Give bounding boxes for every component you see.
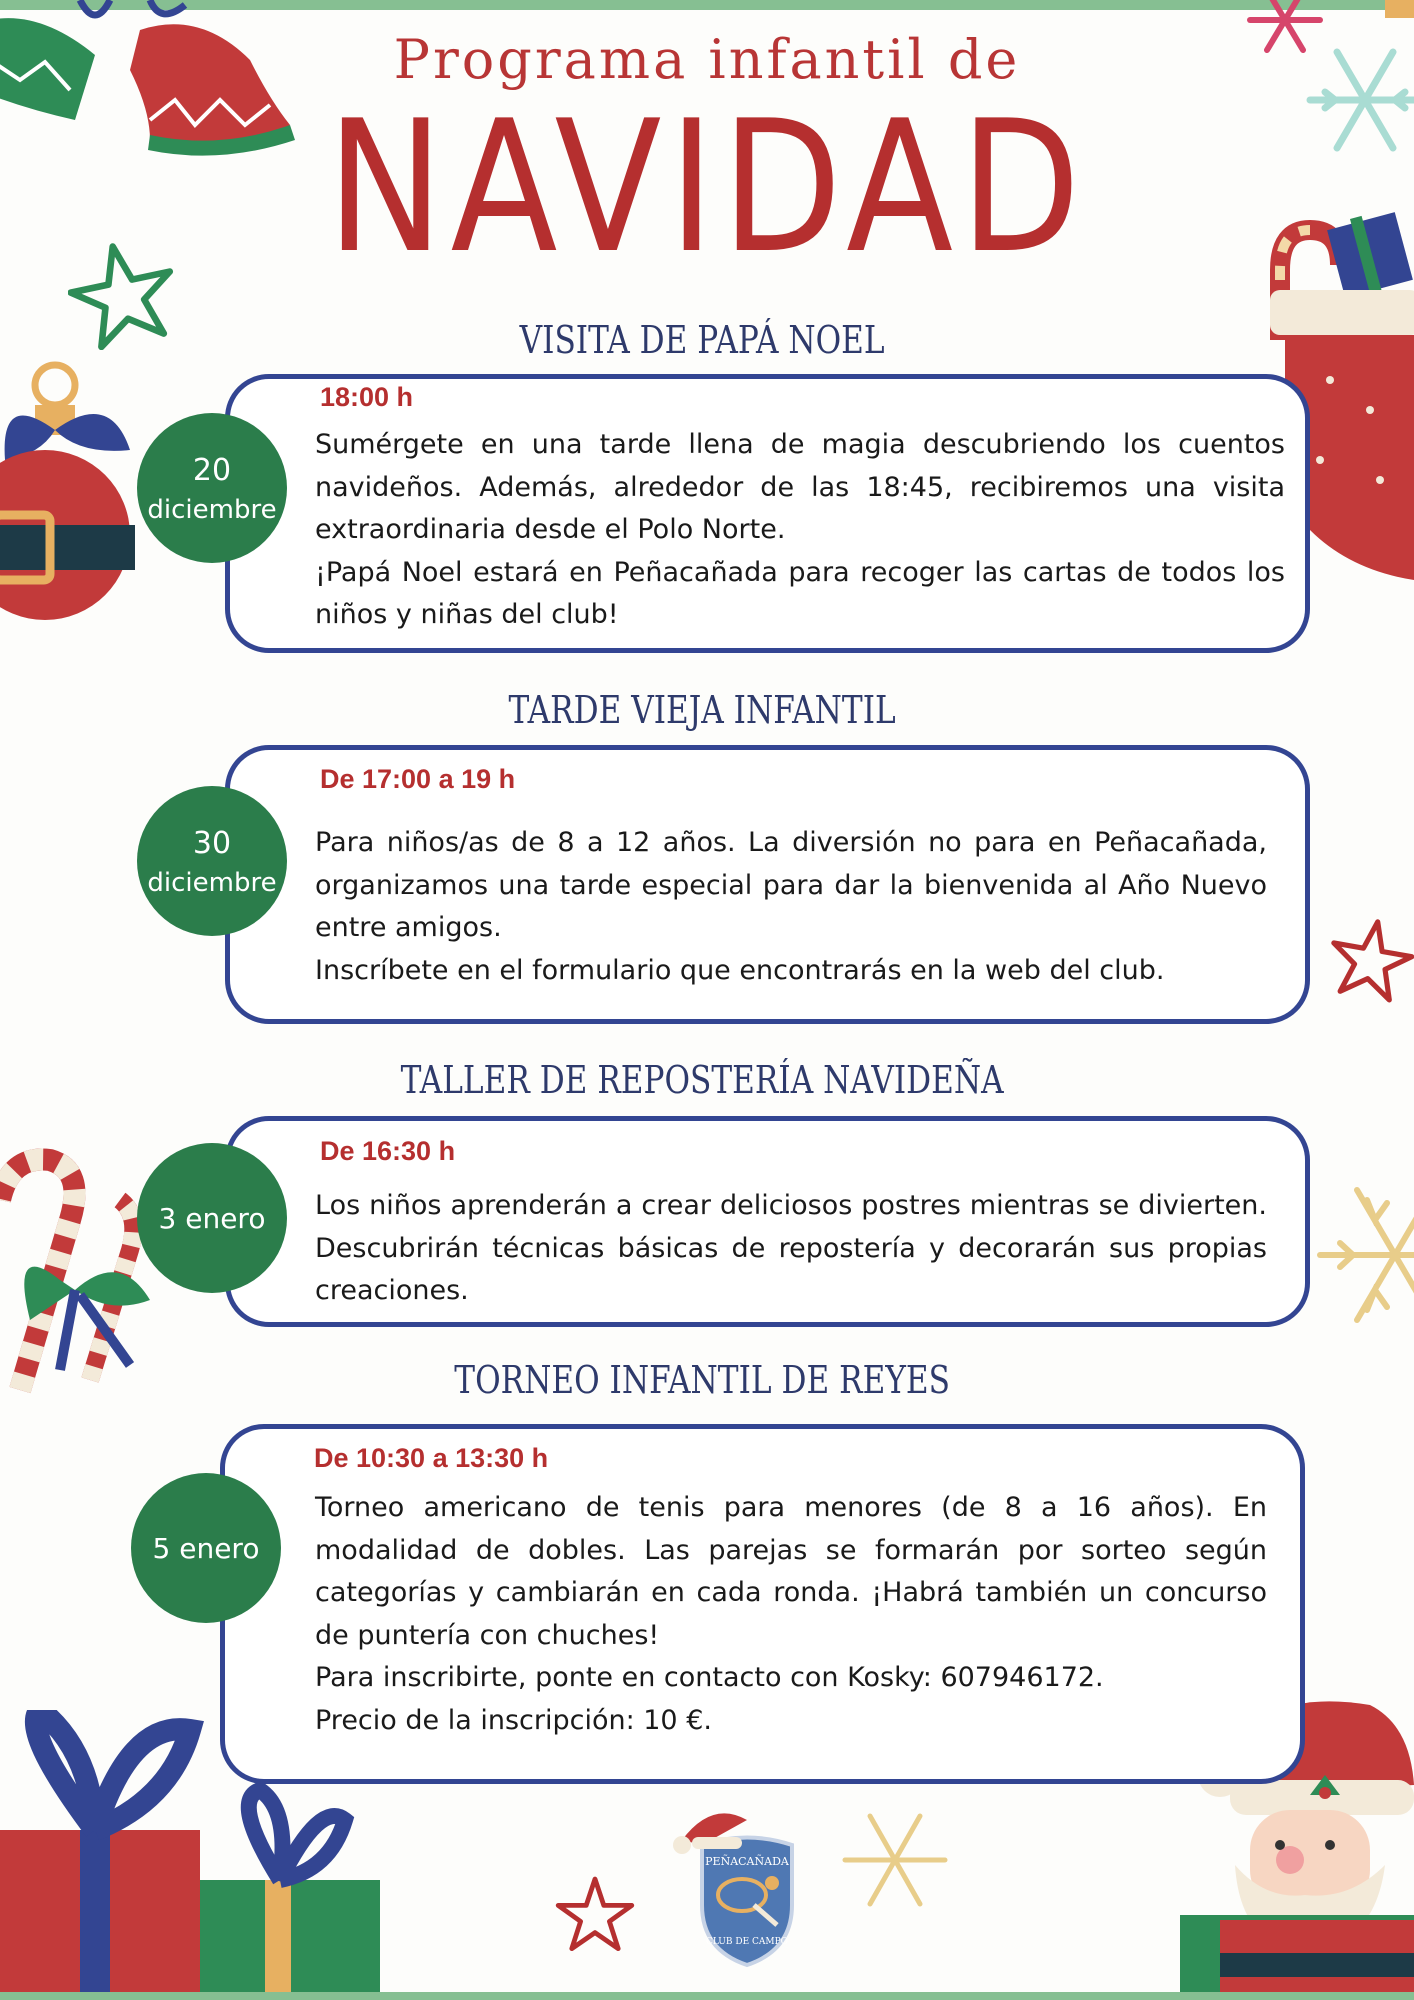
date-label: 5 enero bbox=[152, 1531, 260, 1565]
event-title: VISITA DE PAPÁ NOEL bbox=[519, 318, 885, 362]
event-description bbox=[315, 424, 1285, 637]
star-outline-icon bbox=[1328, 895, 1414, 1025]
event-time: De 16:30 h bbox=[320, 1136, 456, 1166]
club-crest-icon bbox=[672, 1805, 822, 1975]
event-description bbox=[315, 1185, 1267, 1313]
description-paragraph: ¡Papá Noel estará en Peñacañada para recoger las cartas de todos los niños y niñas del club! bbox=[315, 556, 1285, 630]
date-month: diciembre bbox=[147, 495, 277, 525]
club-tagline: CLUB DE CAMPO bbox=[705, 1937, 789, 1947]
date-badge bbox=[137, 786, 287, 936]
club-logo bbox=[672, 1805, 822, 1975]
snowflake-icon bbox=[1310, 1170, 1414, 1340]
date-badge bbox=[131, 1473, 281, 1623]
event-title: TALLER DE REPOSTERÍA NAVIDEÑA bbox=[400, 1058, 1004, 1102]
page-subtitle: Programa infantil de bbox=[393, 28, 1021, 91]
date-badge bbox=[137, 413, 287, 563]
date-label: 3 enero bbox=[158, 1201, 266, 1235]
date-day: 20 bbox=[192, 453, 232, 488]
event-description bbox=[315, 1487, 1267, 1742]
event-title: TORNEO INFANTIL DE REYES bbox=[454, 1358, 950, 1402]
bottom-border bbox=[0, 1992, 1414, 2000]
description-paragraph: Para niños/as de 8 a 12 años. La diversión no para en Peñacañada, organizamos una tarde especial para dar la bienvenida al Año Nuevo entre amigos. bbox=[315, 827, 1267, 943]
event-time: De 10:30 a 13:30 h bbox=[314, 1443, 549, 1473]
ornament-ball-icon bbox=[0, 360, 150, 650]
date-badge bbox=[137, 1143, 287, 1293]
event-time: 18:00 h bbox=[320, 382, 414, 412]
description-paragraph: Torneo americano de tenis para menores (de 8 a 16 años). En modalidad de dobles. Las parejas se formarán por sorteo según categorías y cambiarán en cada ronda. ¡Habrá también un concurso de puntería con chuches! bbox=[315, 1492, 1267, 1651]
description-paragraph: Inscríbete en el formulario que encontrarás en la web del club. bbox=[315, 954, 1165, 986]
date-month: diciembre bbox=[147, 868, 277, 898]
description-paragraph: Los niños aprenderán a crear deliciosos postres mientras se divierten. Descubrirán técnicas básicas de repostería y decorarán sus propias creaciones. bbox=[315, 1190, 1267, 1306]
event-description bbox=[315, 822, 1267, 992]
snowflake-icon bbox=[840, 1800, 950, 1920]
club-name: PEÑACAÑADA bbox=[705, 1855, 789, 1868]
description-paragraph: Sumérgete en una tarde llena de magia descubriendo los cuentos navideños. Además, alrededor de las 18:45, recibiremos una visita extraordinaria desde el Polo Norte. bbox=[315, 429, 1285, 545]
event-title: TARDE VIEJA INFANTIL bbox=[508, 688, 896, 732]
description-paragraph: Precio de la inscripción: 10 €. bbox=[315, 1704, 712, 1736]
star-outline-icon bbox=[555, 1870, 635, 1960]
description-paragraph: Para inscribirte, ponte en contacto con Kosky: 607946172. bbox=[315, 1662, 1104, 1693]
event-time: De 17:00 a 19 h bbox=[320, 764, 516, 794]
page-title: NAVIDAD bbox=[326, 81, 1088, 293]
date-day: 30 bbox=[192, 826, 232, 861]
